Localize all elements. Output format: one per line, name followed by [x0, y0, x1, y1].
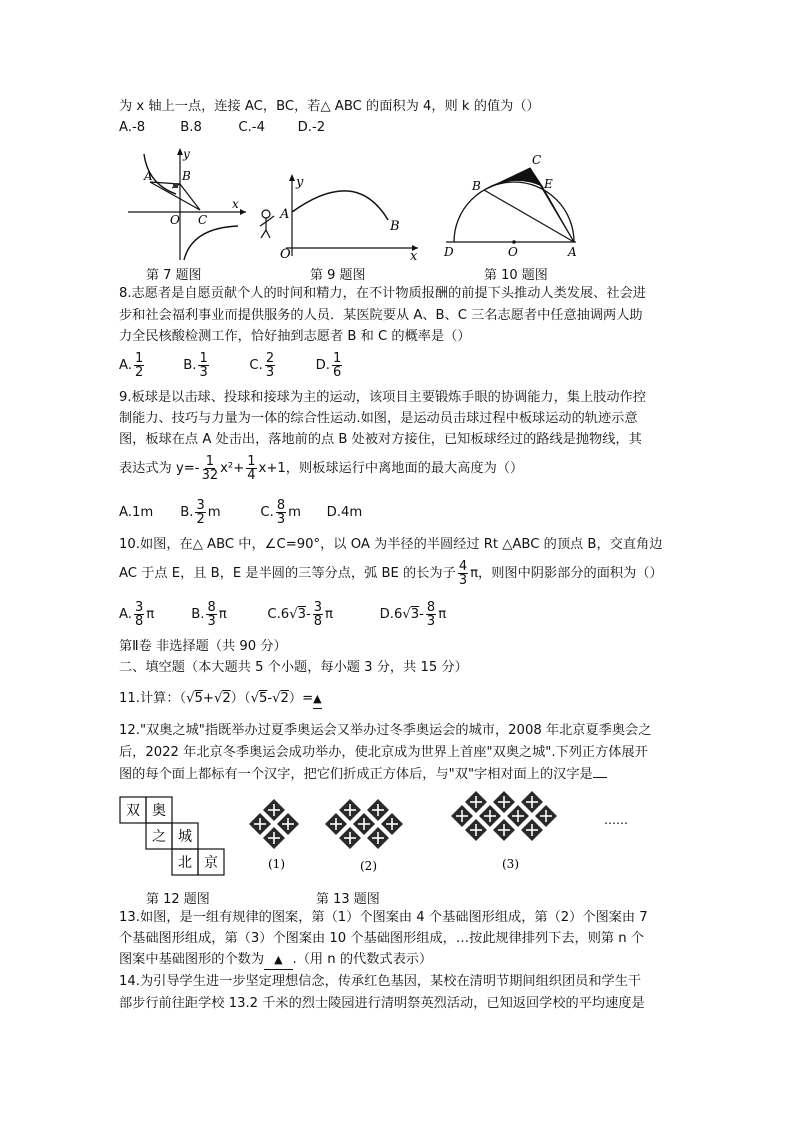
q10-option-a[interactable]: A. $\frac{3}{8}$ π	[119, 599, 155, 629]
pattern-1-label: (1)	[268, 857, 285, 871]
q10-option-d[interactable]: D.6√3- $\frac{8}{3}$ π	[379, 599, 447, 629]
q13-answer-blank[interactable]: ▲	[264, 951, 292, 970]
fig9-b-label: B	[390, 219, 400, 234]
q13-line2: 个基础图形组成，第（3）个图案由 10 个基础图形组成，…按此规律排列下去，则第 n 个	[119, 931, 645, 946]
caption-fig7: 第 7 题图	[146, 268, 202, 283]
q8-option-b[interactable]: B. $\frac{1}{3}$	[183, 350, 208, 380]
q10-option-c[interactable]: C.6√3- $\frac{3}{8}$ π	[267, 599, 333, 629]
q11-line: 11.计算：（√5+√2）（√5-√2）=▲	[119, 690, 322, 709]
q13-line3: 图案中基础图形的个数为 ▲ .（用 n 的代数式表示）	[119, 951, 432, 970]
net-char-2: 奥	[152, 803, 166, 819]
q8-option-a[interactable]: A. $\frac{1}{2}$	[119, 350, 144, 380]
q9-line1: 9.板球是以击球、投球和接球为主的运动，该项目主要锻炼手眼的协调能力，集上肢动作控	[119, 390, 646, 405]
q7-option-a[interactable]: A.-8	[119, 120, 146, 135]
q12-line3: 图的每个面上都标有一个汉字，把它们折成正方体后，与"双"字相对面上的汉字是	[119, 765, 607, 784]
fig10-o-label: O	[508, 245, 518, 259]
q10-line2: AC 于点 E，且 B，E 是半圆的三等分点，弧 BE 的长为子 $\frac{4}{3}$ π，则图中阴影部分的面积为（）	[119, 558, 663, 588]
q9-options	[119, 496, 362, 530]
fig9-o-label: O	[280, 247, 291, 262]
caption-fig13: 第 13 题图	[316, 892, 380, 907]
q8-line2: 步和社会福利事业而提供服务的人员．某医院要从 A、B、C 三名志愿者中任意抽调两人助	[119, 308, 643, 323]
fig10-c-label: C	[532, 153, 542, 167]
caption-fig12: 第 12 题图	[146, 892, 210, 907]
fig7-x-label: x	[232, 197, 239, 211]
q9-line3: 图，板球在点 A 处击出，落地前的点 B 处被对方接住，已知板球经过的路线是抛物线，其	[119, 432, 642, 447]
q10-options	[119, 598, 446, 632]
q7-option-b[interactable]: B.8	[180, 120, 202, 135]
q9-option-d[interactable]: D.4m	[326, 505, 363, 520]
q14-line1: 14.为引导学生进一步坚定理想信念，传承红色基因，某校在清明节期间组织团员和学生干	[119, 974, 642, 989]
fig10-e-label: E	[544, 177, 553, 191]
fig7-c-label: C	[198, 213, 208, 227]
q7-text: 为 x 轴上一点，连接 AC，BC，若△ ABC 的面积为 4，则 k 的值为（）	[119, 99, 540, 114]
q9-option-a[interactable]: A.1m	[119, 505, 154, 520]
net-char-6: 京	[204, 855, 218, 871]
pattern-3	[451, 791, 557, 841]
fig7-b-label: B	[182, 169, 191, 183]
caption-fig9: 第 9 题图	[310, 268, 366, 283]
figure-10	[440, 150, 580, 260]
q9-line2: 制能力、技巧与力量为一体的综合性运动.如图，是运动员击球过程中板球运动的轨迹示意	[119, 411, 638, 426]
q10-line1: 10.如图，在△ ABC 中，∠C=90°，以 OA 为半径的半圆经过 Rt △ABC 的顶点 B，交直角边	[119, 537, 663, 552]
fig9-x-label: x	[410, 249, 418, 262]
q10-option-b[interactable]: B. $\frac{8}{3}$ π	[191, 599, 227, 629]
caption-fig10: 第 10 题图	[484, 268, 548, 283]
q12-answer-blank[interactable]	[593, 765, 607, 778]
figure-9	[256, 170, 426, 262]
q9-line4: 表达式为 y=- $\frac{1}{32}$ x²+ $\frac{1}{4}$ x+1，则板球运行中离地面的最大高度为（）	[119, 453, 524, 483]
q9-option-b[interactable]: B. $\frac{3}{2}$ m	[180, 497, 221, 527]
figure-12-cube-net	[118, 795, 228, 881]
fill-in-section-title: 二、填空题（本大题共 5 个小题，每小题 3 分，共 15 分）	[119, 660, 468, 675]
net-char-3: 之	[152, 829, 166, 845]
net-char-1: 双	[126, 803, 140, 819]
pattern-2-label: (2)	[360, 859, 377, 873]
fig10-d-label: D	[444, 245, 454, 259]
q8-line1: 8.志愿者是自愿贡献个人的时间和精力，在不计物质报酬的前提下头推动人类发展、社会进	[119, 286, 646, 301]
q7-option-c[interactable]: C.-4	[238, 120, 265, 135]
fig7-o-label: O	[170, 213, 180, 227]
q7-option-d[interactable]: D.-2	[297, 120, 326, 135]
pattern-2	[325, 799, 403, 849]
fig7-y-label: y	[183, 147, 190, 161]
q7-options	[119, 119, 325, 137]
pattern-1	[249, 799, 299, 849]
fig10-b-label: B	[472, 179, 481, 193]
pattern-3-label: (3)	[502, 857, 519, 871]
q12-line2: 后，2022 年北京冬季奥运会成功举办，使北京成为世界上首座"双奥之城".下列正方体展开	[119, 745, 648, 760]
fig9-a-label: A	[280, 207, 290, 222]
q8-line3: 力全民核酸检测工作，恰好抽到志愿者 B 和 C 的概率是（）	[119, 329, 471, 344]
q12-line1: 12."双奥之城"指既举办过夏季奥运会又举办过冬季奥运会的城市，2008 年北京夏季奥会之	[119, 723, 652, 738]
net-char-4: 城	[178, 829, 192, 845]
figure-7	[120, 144, 250, 262]
q8-option-c[interactable]: C. $\frac{2}{3}$	[249, 350, 275, 380]
figure-13-patterns	[238, 790, 630, 882]
fig10-a-label: A	[568, 245, 577, 259]
q14-line2: 部步行前往距学校 13.2 千米的烈士陵园进行清明祭英烈活动，已知返回学校的平均速度是	[119, 996, 645, 1011]
section-2-title: 第Ⅱ卷 非选择题（共 90 分）	[119, 639, 287, 654]
q8-option-d[interactable]: D. $\frac{1}{6}$	[315, 350, 342, 380]
pattern-ellipsis: ……	[604, 813, 628, 827]
fig9-y-label: y	[296, 175, 304, 190]
q9-option-c[interactable]: C. $\frac{8}{3}$ m	[260, 497, 301, 527]
q11-answer-blank[interactable]: ▲	[313, 690, 321, 709]
q8-options	[119, 349, 344, 383]
fig7-a-label: A	[144, 169, 153, 183]
net-char-5: 北	[178, 855, 192, 871]
q13-line1: 13.如图，是一组有规律的图案，第（1）个图案由 4 个基础图形组成，第（2）个图案由 7	[119, 910, 648, 925]
